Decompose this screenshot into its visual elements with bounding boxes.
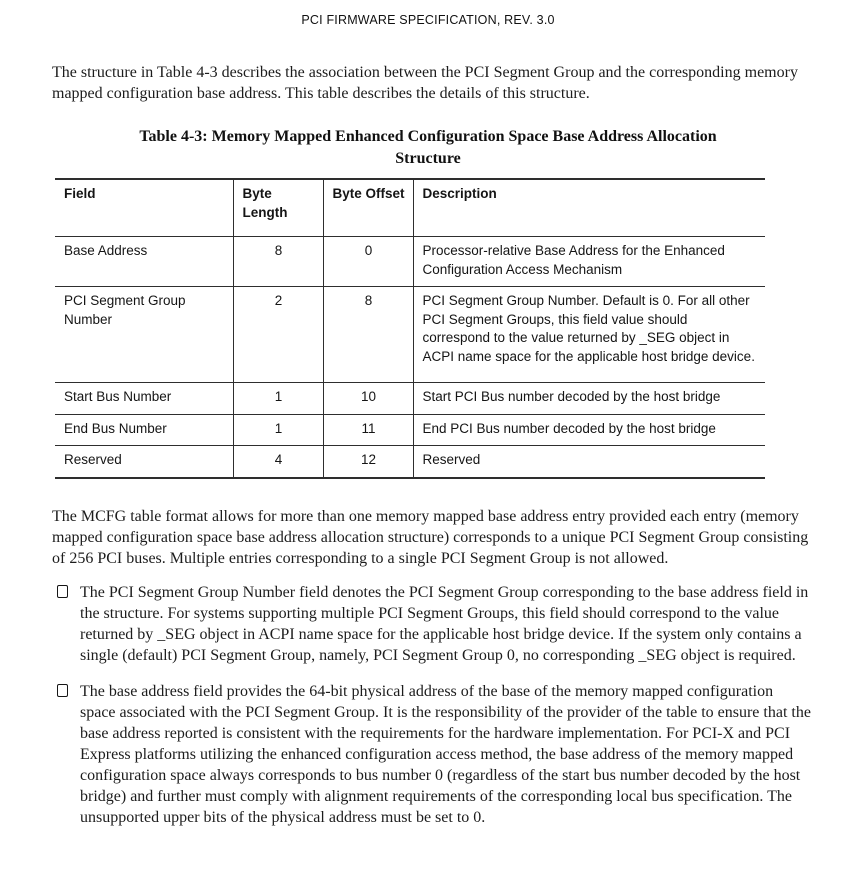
column-header-byte-offset: Byte Offset	[323, 179, 413, 237]
square-bullet-icon	[57, 684, 68, 697]
cell-field: Base Address	[64, 243, 148, 258]
cell-description: Start PCI Bus number decoded by the host bridge	[413, 383, 765, 415]
column-header-description: Description	[413, 179, 765, 237]
table-caption-line-2: Structure	[395, 149, 461, 167]
cell-description: Reserved	[413, 446, 765, 478]
cell-field: PCI Segment Group Number	[55, 287, 233, 383]
bullet-text-base-address: The base address field provides the 64-bit physical address of the base of the memory mapped configuration space associated with the PCI Segment Group. It is the responsibility of the provider of the table to ensure that the base address reported is consistent with the requirements for the hardware implementation. For PCI-X and PCI Express platforms utilizing the enhanced configuration access method, the base address of the memory mapped configuration space always corresponds to bus number 0 (regardless of the start bus number decoded by the host bridge) and further must comply with alignment requirements of the corresponding local bus specification. The unsupported upper bits of the physical address must be set to 0.	[80, 682, 811, 826]
table-caption	[60, 126, 796, 169]
column-header-byte-length: Byte Length	[233, 179, 323, 237]
cell-byte-offset: 11	[323, 414, 413, 446]
mcfg-structure-table	[55, 178, 765, 479]
cell-field: Reserved	[55, 446, 233, 478]
cell-byte-length: 1	[233, 414, 323, 446]
table-row-pci-segment-group-number	[55, 287, 765, 383]
cell-description: PCI Segment Group Number. Default is 0. For all other PCI Segment Groups, this field value should correspond to the value returned by _SEG object in ACPI name space for the applicable host bridge device.	[413, 287, 765, 383]
cell-byte-length: 1	[233, 383, 323, 415]
cell-field: Start Bus Number	[55, 383, 233, 415]
list-item	[57, 681, 812, 828]
cell-description: Processor-relative Base Address for the Enhanced Configuration Access Mechanism	[413, 237, 765, 287]
cell-byte-offset: 10	[323, 383, 413, 415]
square-bullet-icon	[57, 585, 68, 598]
cell-byte-length: 8	[233, 237, 323, 287]
table-caption-line-1: Table 4-3: Memory Mapped Enhanced Configuration Space Base Address Allocation	[139, 128, 717, 145]
cell-description: End PCI Bus number decoded by the host bridge	[413, 414, 765, 446]
cell-field: End Bus Number	[55, 414, 233, 446]
bullet-list	[0, 582, 856, 828]
running-header: PCI FIRMWARE SPECIFICATION, REV. 3.0	[301, 13, 555, 27]
mcfg-paragraph: The MCFG table format allows for more than one memory mapped base address entry provided each entry (memory mapped configuration space base address allocation structure) corresponds to a unique PCI Segment Group consisting of 256 PCI buses. Multiple entries corresponding to a single PCI Segment Group is not allowed.	[52, 507, 809, 567]
table-header-row	[55, 179, 765, 237]
intro-paragraph: The structure in Table 4-3 describes the association between the PCI Segment Group and the corresponding memory mapped configuration base address. This table describes the details of this structure.	[52, 64, 798, 102]
column-header-field: Field	[55, 179, 233, 237]
cell-byte-length: 4	[233, 446, 323, 478]
list-item	[57, 582, 812, 666]
table-row-base-address	[55, 237, 765, 287]
cell-byte-offset: 12	[323, 446, 413, 478]
cell-byte-offset: 8	[323, 287, 413, 383]
cell-byte-length: 2	[233, 287, 323, 383]
bullet-text-segment-group: The PCI Segment Group Number field denotes the PCI Segment Group corresponding to the base address field in the structure. For systems supporting multiple PCI Segment Groups, this field should correspond to the value returned by _SEG object in ACPI name space for the applicable host bridge device. If the system only contains a single (default) PCI Segment Group, namely, PCI Segment Group 0, no corresponding _SEG object is required.	[80, 583, 809, 664]
table-row-start-bus-number	[55, 383, 765, 415]
cell-byte-offset: 0	[323, 237, 413, 287]
table-row-end-bus-number	[55, 414, 765, 446]
table-row-reserved	[55, 446, 765, 478]
